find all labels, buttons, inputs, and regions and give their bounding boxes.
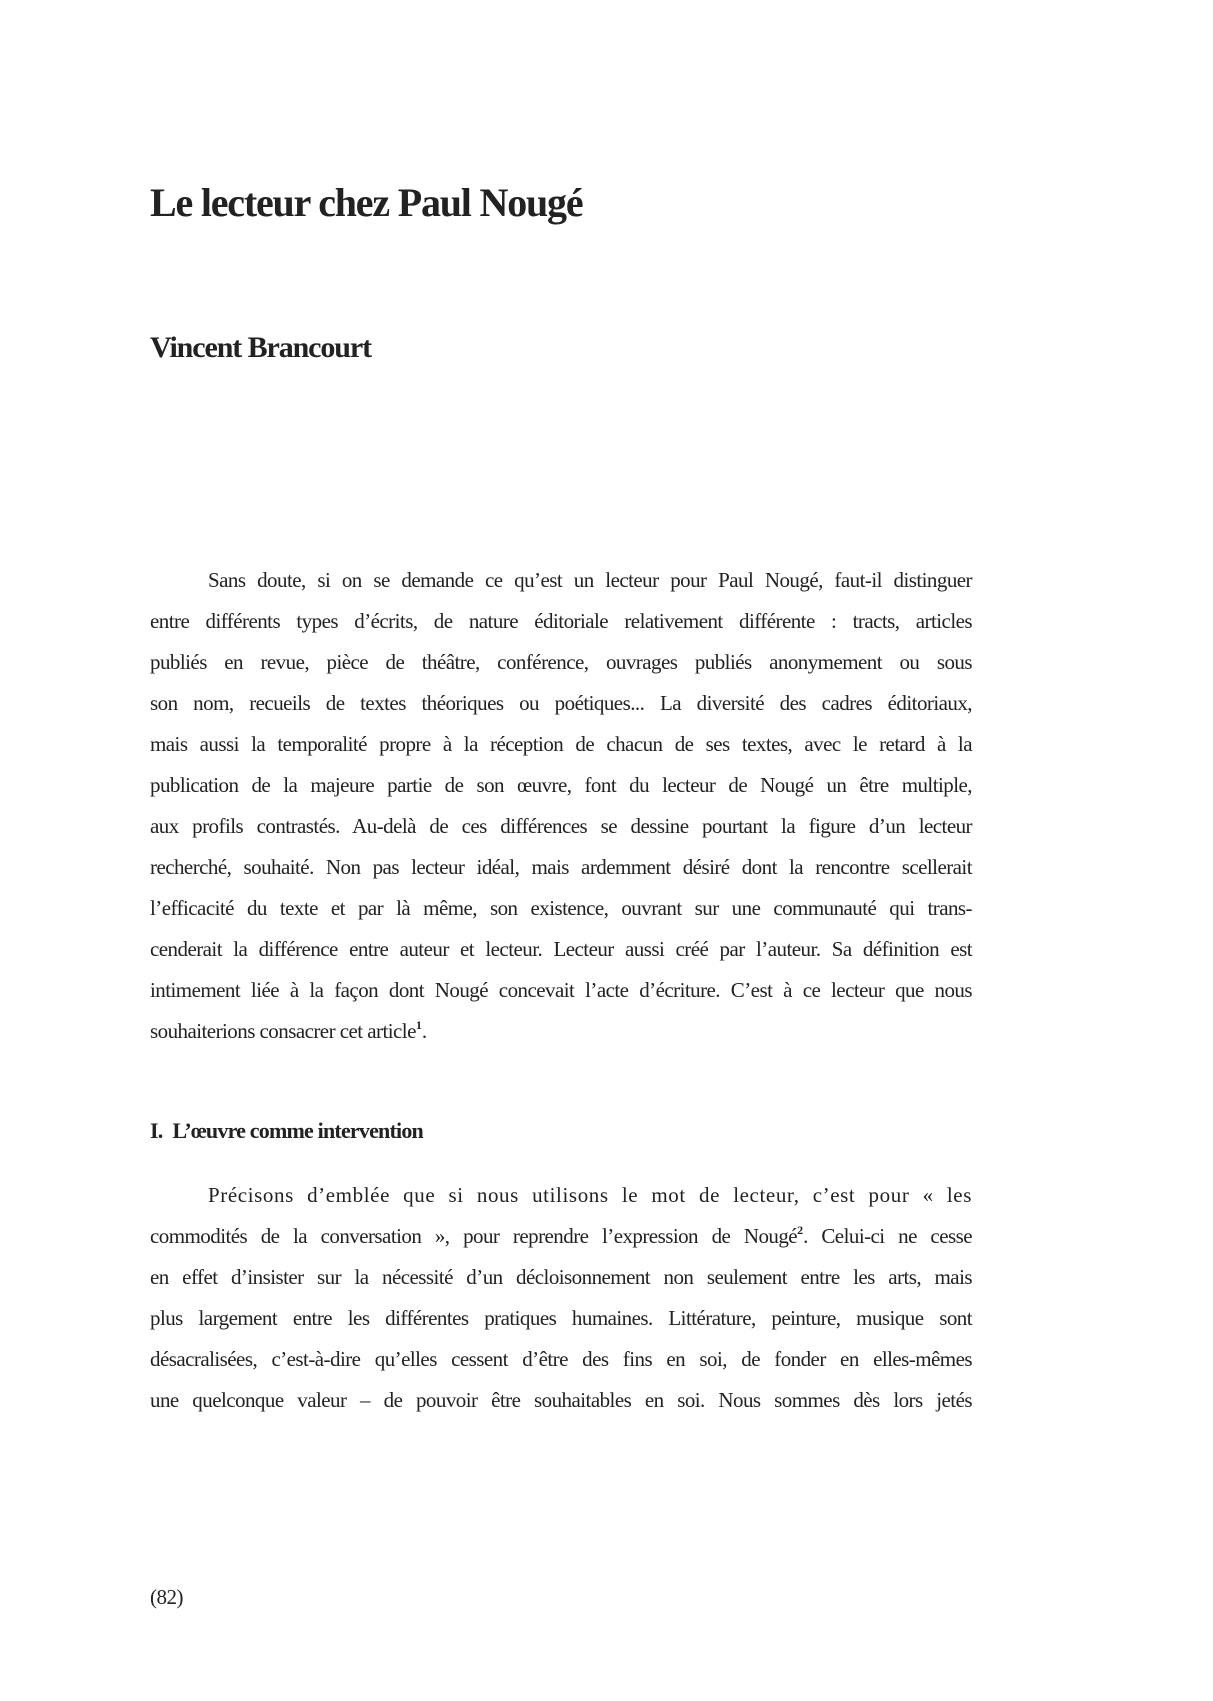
section-paragraph: [150, 1175, 972, 1421]
text-line-content: commodités de la conversation », pour reprendre l’expression de Nougé: [150, 1224, 798, 1248]
final-punctuation: .: [421, 1019, 427, 1043]
text-line: publication de la majeure partie de son œuvre, font du lecteur de Nougé un être multiple,: [150, 773, 972, 797]
text-line: publiés en revue, pièce de théâtre, conférence, ouvrages publiés anonymement ou sous: [150, 650, 972, 674]
section-heading: [150, 1114, 423, 1148]
text-line: plus largement entre les différentes pratiques humaines. Littérature, peinture, musique sont: [150, 1306, 972, 1330]
article-author: Vincent Brancourt: [150, 331, 371, 364]
intro-paragraph: [150, 560, 972, 1052]
text-line: entre différents types d’écrits, de nature éditoriale relativement différente : tracts, articles: [150, 609, 972, 633]
article-title: Le lecteur chez Paul Nougé: [150, 180, 583, 225]
section-number: I.: [150, 1118, 163, 1143]
text-line: Précisons d’emblée que si nous utilisons le mot de lecteur, c’est pour « les: [208, 1183, 972, 1207]
text-line-last: [150, 1011, 972, 1052]
text-line-content: . Celui-ci ne cesse: [803, 1224, 972, 1248]
text-line-content: souhaiterions consacrer cet article: [150, 1019, 416, 1043]
footnote-ref-1[interactable]: 1: [415, 1018, 422, 1032]
page-number: (82): [150, 1585, 183, 1609]
section-title: L’œuvre comme intervention: [172, 1118, 423, 1143]
footnote-ref-2[interactable]: 2: [797, 1223, 804, 1237]
text-line: l’efficacité du texte et par là même, son existence, ouvrant sur une communauté qui trans-: [150, 896, 972, 920]
text-line: une quelconque valeur – de pouvoir être souhaitables en soi. Nous sommes dès lors jetés: [150, 1388, 972, 1412]
text-line: aux profils contrastés. Au-delà de ces différences se dessine pourtant la figure d’un lecteur: [150, 814, 972, 838]
text-line: désacralisées, c’est-à-dire qu’elles cessent d’être des fins en soi, de fonder en elles-mêmes: [150, 1347, 972, 1371]
text-line: son nom, recueils de textes théoriques ou poétiques... La diversité des cadres éditoriaux,: [150, 691, 972, 715]
text-line: Sans doute, si on se demande ce qu’est un lecteur pour Paul Nougé, faut-il distinguer: [208, 568, 972, 592]
text-line: mais aussi la temporalité propre à la réception de chacun de ses textes, avec le retard à la: [150, 732, 972, 756]
text-line: recherché, souhaité. Non pas lecteur idéal, mais ardemment désiré dont la rencontre scellerait: [150, 855, 972, 879]
text-line: intimement liée à la façon dont Nougé concevait l’acte d’écriture. C’est à ce lecteur que nous: [150, 978, 972, 1002]
text-line: [150, 1216, 972, 1257]
text-line: en effet d’insister sur la nécessité d’un décloisonnement non seulement entre les arts, mais: [150, 1265, 972, 1289]
text-line: cenderait la différence entre auteur et lecteur. Lecteur aussi créé par l’auteur. Sa définition est: [150, 937, 972, 961]
